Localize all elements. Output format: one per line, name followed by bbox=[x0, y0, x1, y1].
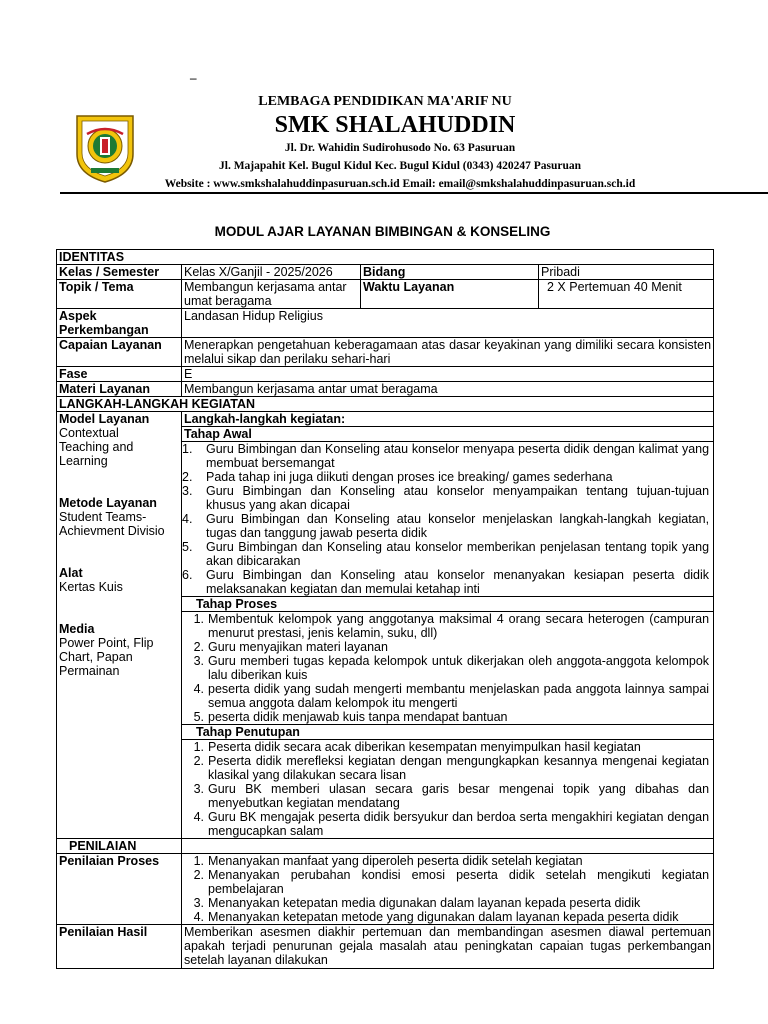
model-value: Contextual Teaching and Learning bbox=[59, 426, 134, 468]
tahap-awal-item bbox=[182, 484, 709, 512]
tahap-proses-item-number: 2. bbox=[193, 640, 204, 654]
tahap-penutupan-item-text: Guru BK memberi ulasan secara garis besar mengenai topik yang dibahas dan menyebutkan kegiatan mendatang bbox=[208, 782, 710, 810]
penilaian-proses-item bbox=[192, 910, 709, 924]
tahap-proses-list bbox=[182, 612, 709, 724]
tahap-proses-item-text: Guru menyajikan materi layanan bbox=[208, 640, 388, 654]
address-line-1: Jl. Dr. Wahidin Sudirohusodo No. 63 Pasuruan bbox=[284, 142, 516, 154]
materi-value: Membangun kerjasama antar umat beragama bbox=[182, 382, 714, 397]
tahap-proses-item bbox=[192, 710, 709, 724]
contact-line: Website : www.smkshalahuddinpasuruan.sch.id Email: email@smkshalahuddinpasuruan.sch.id bbox=[164, 178, 636, 190]
identitas-heading: IDENTITAS bbox=[57, 250, 714, 265]
aspek-label: Aspek Perkembangan bbox=[57, 309, 182, 338]
topik-label: Topik / Tema bbox=[57, 280, 182, 309]
langkah-heading: LANGKAH-LANGKAH KEGIATAN bbox=[57, 397, 714, 412]
penilaian-proses-item-text: Menanyakan perubahan kondisi emosi peserta didik setelah mengikuti kegiatan pembelajaran bbox=[208, 868, 710, 896]
header-divider bbox=[60, 192, 768, 194]
tahap-proses-item-number: 5. bbox=[193, 710, 204, 724]
tahap-awal-item bbox=[182, 442, 709, 470]
tahap-awal-item-number: 3. bbox=[182, 484, 193, 498]
tahap-awal-item-text: Guru Bimbingan dan Konseling atau konselor menjelaskan langkah-langkah kegiatan, tugas dan tanggung jawab peserta didik bbox=[206, 512, 710, 540]
tahap-awal-item-number: 5. bbox=[182, 540, 193, 554]
aspek-value: Landasan Hidup Religius bbox=[182, 309, 714, 338]
tahap-proses-item-number: 4. bbox=[193, 682, 204, 696]
materi-label: Materi Layanan bbox=[57, 382, 182, 397]
tahap-penutupan-item-number: 1. bbox=[193, 740, 204, 754]
institution-name: LEMBAGA PENDIDIKAN MA'ARIF NU bbox=[258, 94, 512, 109]
tahap-penutupan-item-number: 4. bbox=[193, 810, 204, 824]
school-name: SMK SHALAHUDDIN bbox=[274, 112, 516, 138]
bidang-label: Bidang bbox=[361, 265, 539, 280]
tahap-penutupan-item-number: 2. bbox=[193, 754, 204, 768]
module-table bbox=[56, 249, 714, 969]
capaian-label: Capaian Layanan bbox=[57, 338, 182, 367]
penilaian-proses-item-number: 2. bbox=[193, 868, 204, 882]
tahap-awal-item-number: 6. bbox=[182, 568, 193, 582]
tahap-penutupan-item bbox=[192, 754, 709, 782]
media-value: Power Point, Flip Chart, Papan Permainan bbox=[59, 636, 154, 678]
tahap-penutupan-item-text: Guru BK mengajak peserta didik bersyukur dan berdoa serta mengakhiri kegiatan dengan mengucapkan salam bbox=[208, 810, 710, 838]
media-label: Media bbox=[59, 622, 95, 636]
penilaian-proses-item bbox=[192, 896, 709, 910]
tahap-awal-item bbox=[182, 470, 709, 484]
tahap-penutupan-list bbox=[182, 740, 709, 838]
tahap-proses-item-text: Guru memberi tugas kepada kelompok untuk dikerjakan oleh anggota-anggota kelompok lalu diberikan kuis bbox=[208, 654, 710, 682]
tahap-awal-item bbox=[182, 512, 709, 540]
tahap-proses-item-text: peserta didik menjawab kuis tanpa mendapat bantuan bbox=[208, 710, 508, 724]
penilaian-proses-item-number: 3. bbox=[193, 896, 204, 910]
penilaian-proses-item bbox=[192, 868, 709, 896]
capaian-value: Menerapkan pengetahuan keberagamaan atas dasar keyakinan yang dimiliki secara konsisten melalui sikap dan perilaku sehari-hari bbox=[182, 338, 714, 367]
penilaian-proses-label: Penilaian Proses bbox=[57, 854, 182, 925]
tahap-proses-heading: Tahap Proses bbox=[182, 597, 714, 612]
model-metode-column bbox=[57, 412, 182, 839]
tahap-awal-item bbox=[182, 568, 709, 596]
penilaian-proses-item-text: Menanyakan ketepatan media digunakan dalam layanan kepada peserta didik bbox=[208, 896, 641, 910]
topik-value: Membangun kerjasama antar umat beragama bbox=[182, 280, 361, 309]
tahap-proses-item-text: peserta didik yang sudah mengerti membantu menjelaskan pada anggota lainnya sampai semua anggota dalam kelompok itu mengerti bbox=[208, 682, 710, 710]
bidang-value: Pribadi bbox=[539, 265, 714, 280]
kelas-value: Kelas X/Ganjil - 2025/2026 bbox=[182, 265, 361, 280]
penilaian-heading: PENILAIAN bbox=[57, 839, 182, 854]
tahap-proses-item-text: Membentuk kelompok yang anggotanya maksimal 4 orang secara heterogen (campuran menurut prestasi, jenis kelamin, suku, dll) bbox=[208, 612, 710, 640]
penilaian-proses-list bbox=[182, 854, 709, 924]
kelas-label: Kelas / Semester bbox=[57, 265, 182, 280]
penilaian-proses-item bbox=[192, 854, 709, 868]
tahap-awal-heading: Tahap Awal bbox=[182, 427, 714, 442]
tahap-penutupan-heading: Tahap Penutupan bbox=[182, 725, 714, 740]
metode-value: Student Teams-Achievment Divisio bbox=[59, 510, 165, 538]
penilaian-hasil-label: Penilaian Hasil bbox=[57, 925, 182, 969]
steps-heading: Langkah-langkah kegiatan: bbox=[182, 412, 714, 427]
metode-label: Metode Layanan bbox=[59, 496, 157, 510]
tahap-proses-item-number: 1. bbox=[193, 612, 204, 626]
waktu-value: 2 X Pertemuan 40 Menit bbox=[539, 280, 714, 309]
address-line-2: Jl. Majapahit Kel. Bugul Kidul Kec. Bugul Kidul (0343) 420247 Pasuruan bbox=[219, 160, 581, 172]
tahap-penutupan-item bbox=[192, 740, 709, 754]
fase-label: Fase bbox=[57, 367, 182, 382]
tahap-penutupan-item-text: Peserta didik merefleksi kegiatan dengan mengungkapkan kesannya mengenai kegiatan klasikal yang dilakukan secara lisan bbox=[208, 754, 710, 782]
tahap-proses-item bbox=[192, 640, 709, 654]
penilaian-proses-item-text: Menanyakan manfaat yang diperoleh peserta didik setelah kegiatan bbox=[208, 854, 583, 868]
tahap-awal-item-text: Guru Bimbingan dan Konseling atau konselor memberikan penjelasan tentang topik yang akan dibicarakan bbox=[206, 540, 710, 568]
tahap-awal-item-text: Guru Bimbingan dan Konseling atau konselor menyampaikan tentang tujuan-tujuan khusus yang akan dicapai bbox=[206, 484, 710, 512]
tahap-penutupan-item bbox=[192, 810, 709, 838]
tahap-awal-item-text: Guru Bimbingan dan Konseling atau konselor menanyakan kesiapan peserta didik melaksanakan kegiatan dan memulai ketahap inti bbox=[206, 568, 710, 596]
tahap-penutupan-item bbox=[192, 782, 709, 810]
alat-label: Alat bbox=[59, 566, 83, 580]
model-label: Model Layanan bbox=[59, 412, 150, 426]
tahap-awal-item-number: 1. bbox=[182, 442, 193, 456]
fase-value: E bbox=[182, 367, 714, 382]
tahap-awal-item-text: Guru Bimbingan dan Konseling atau konselor menyapa peserta didik dengan kalimat yang membuat bersemangat bbox=[206, 442, 710, 470]
tahap-awal-list bbox=[182, 442, 709, 596]
tahap-proses-item bbox=[192, 682, 709, 710]
penilaian-proses-item-number: 1. bbox=[193, 854, 204, 868]
header-dash: – bbox=[190, 70, 197, 85]
tahap-proses-item bbox=[192, 654, 709, 682]
penilaian-proses-item-text: Menanyakan ketepatan metode yang digunakan dalam layanan kepada peserta didik bbox=[208, 910, 679, 924]
penilaian-hasil-value: Memberikan asesmen diakhir pertemuan dan membandingan asesmen diawal pertemuan apakah terjadi penurunan gejala masalah atau peningkatan capaian tugas perkembangan setelah layanan dilakukan bbox=[182, 925, 714, 969]
tahap-awal-item-number: 2. bbox=[182, 470, 193, 484]
tahap-proses-item bbox=[192, 612, 709, 640]
penilaian-proses-item-number: 4. bbox=[193, 910, 204, 924]
waktu-label: Waktu Layanan bbox=[361, 280, 539, 309]
alat-value: Kertas Kuis bbox=[59, 580, 123, 594]
tahap-penutupan-item-text: Peserta didik secara acak diberikan kesempatan menyimpulkan hasil kegiatan bbox=[208, 740, 641, 754]
tahap-awal-item-number: 4. bbox=[182, 512, 193, 526]
tahap-penutupan-item-number: 3. bbox=[193, 782, 204, 796]
tahap-proses-item-number: 3. bbox=[193, 654, 204, 668]
tahap-awal-item-text: Pada tahap ini juga diikuti dengan proses ice breaking/ games sederhana bbox=[206, 470, 613, 484]
tahap-awal-item bbox=[182, 540, 709, 568]
document-title: MODUL AJAR LAYANAN BIMBINGAN & KONSELING bbox=[214, 224, 551, 239]
